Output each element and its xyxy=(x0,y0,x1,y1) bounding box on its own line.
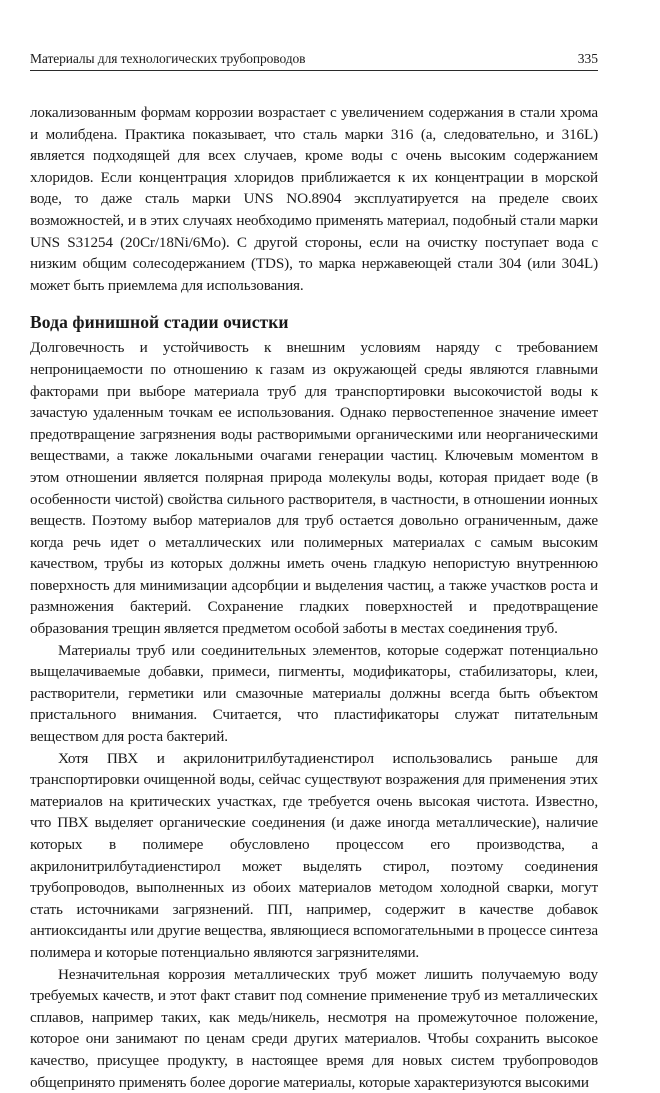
page-number: 335 xyxy=(577,51,598,66)
paragraph: Долговечность и устойчивость к внешним условиям наряду с требованием непроницаемости по отношению к газам из окружающей среды являются главными факторами при выборе материала труб для транспортировки высокочистой воды к зачастую удаленным точкам ее использования. Однако первостепенное значение имеет предотвращение загрязнения воды растворимыми органическими или неорганическими веществами, а также локальными очагами генерации частиц. Ключевым моментом в этом отношении является полярная природа молекулы воды, которая придает воде (в особенности чистой) свойства сильного растворителя, в частности, в отношении ионных веществ. Поэтому выбор материалов для труб остается довольно ограниченным, даже когда речь идет о металлических или полимерных материалах с самым высоким качеством, трубы из которых должны иметь очень гладкую непористую внутреннюю поверхность для минимизации адсорбции и выделения частиц, а также участков роста и размножения бактерий. Сохранение гладких поверхностей и предотвращение образования трещин является предметом особой заботы в местах соединения труб. xyxy=(30,339,598,638)
section-heading: Вода финишной стадии очистки xyxy=(30,312,289,333)
running-title: Материалы для технологических трубопроводов xyxy=(30,51,306,66)
continued-paragraph: локализованным формам коррозии возрастает с увеличением содержания в стали хрома и молибдена. Практика показывает, что сталь марки 316 (а, следовательно, и 316L) является подходящей для всех случаев, кроме воды с очень высоким содержанием хлоридов. Если концентрация хлоридов приближается к их концентрации в морской воде, то даже сталь марки UNS NO.8904 эксплуатируется на пределе своих возможностей, и в этих случаях необходимо применять материал, подобный стали марки UNS S31254 (20Cr/18Ni/6Mo). С другой стороны, если на очистку поступает вода с низким общим солесодержанием (TDS), то марка нержавеющей стали 304 (или 304L) может быть приемлема для использования. xyxy=(30,104,598,294)
page-header xyxy=(30,50,598,71)
body-text xyxy=(30,102,598,1093)
paragraph: Незначительная коррозия металлических труб может лишить получаемую воду требуемых качеств, и этот факт ставит под сомнение применение труб из металлических сплавов, например таких, как медь/никель, несмотря на промежуточное положение, которое они занимают по ценам среди других материалов. Чтобы сохранить высокое качество, присущее продукту, в настоящее время для новых систем трубопроводов общепринято применять более дорогие материалы, которые характеризуются высокими xyxy=(30,965,598,1091)
paragraph: Материалы труб или соединительных элементов, которые содержат потенциально выщелачиваемые добавки, примеси, пигменты, модификаторы, стабилизаторы, клеи, растворители, герметики или смазочные материалы должны всегда быть объектом пристального внимания. Считается, что пластификаторы служат питательным веществом для роста бактерий. xyxy=(30,641,598,746)
paragraph: Хотя ПВХ и акрилонитрилбутадиенстирол использовались раньше для транспортировки очищенной воды, сейчас существуют возражения для применения этих материалов на критических участках, где требуется очень высокая чистота. Известно, что ПВХ выделяет органические соединения (и даже иногда металлические), наличие которых в полимере обусловлено процессом его производства, а акрилонитрилбутадиенстирол может выделять стирол, поэтому соединения трубопроводов, выполненных из обоих материалов методом холодной сварки, могут стать источниками загрязнений. ПП, например, содержит в качестве добавок антиоксиданты или другие вещества, являющиеся вспомогательными в процессе синтеза полимера и которые потенциально являются загрязнителями. xyxy=(30,749,598,961)
